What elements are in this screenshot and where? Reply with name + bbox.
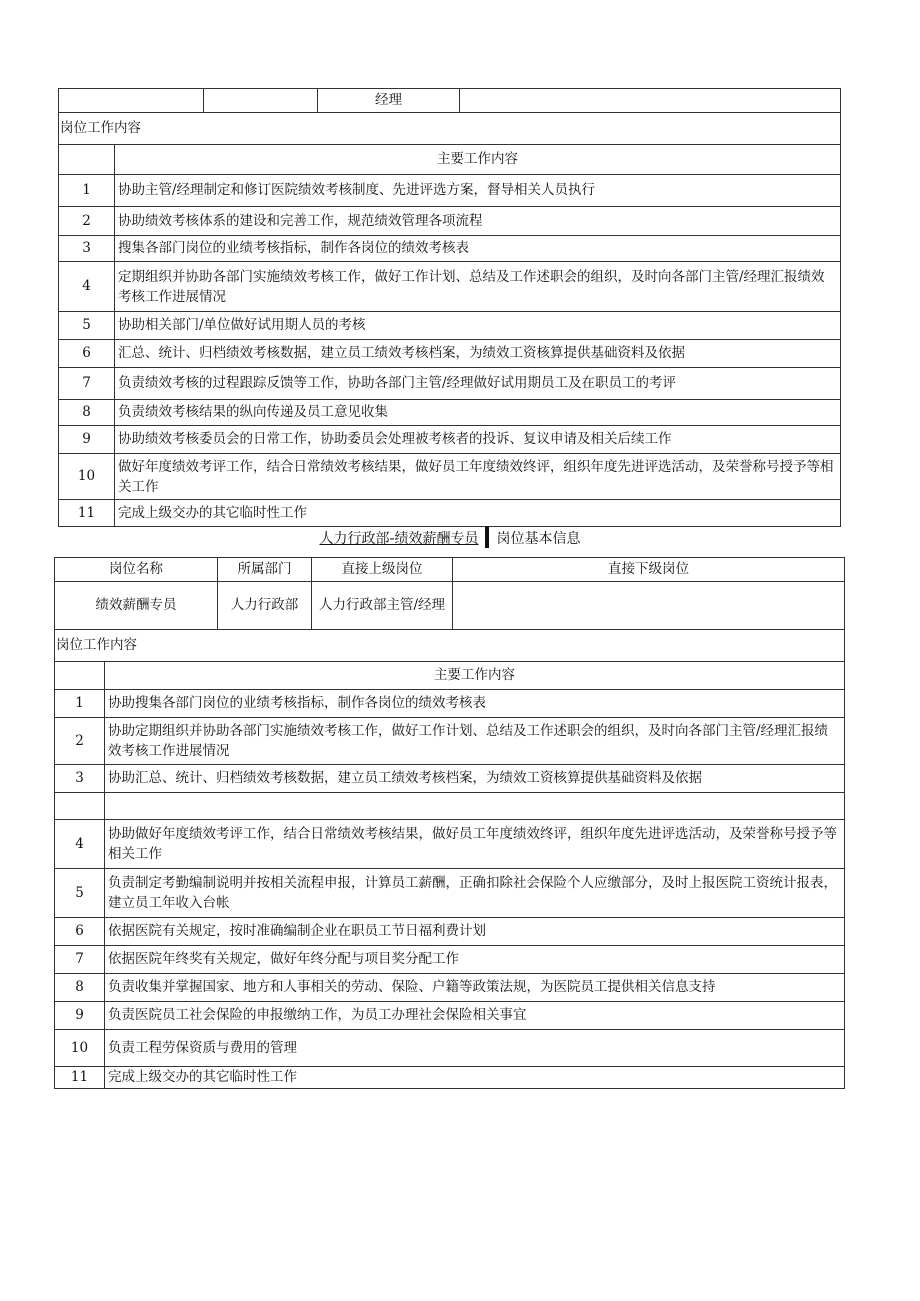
title-bar-icon (485, 526, 489, 548)
empty-cell (105, 793, 845, 820)
dept-position-title: 人力行政部-绩效薪酬专员 (319, 531, 479, 547)
row-number: 9 (59, 426, 115, 454)
job-duties-table-top (58, 88, 841, 527)
duty-text: 汇总、统计、归档绩效考核数据，建立员工绩效考核档案，为绩效工资核算提供基础资料及依据 (115, 340, 841, 368)
table-row (59, 236, 841, 262)
row-number: 8 (59, 400, 115, 426)
info-header-dept: 所属部门 (218, 558, 312, 582)
duty-text: 定期组织并协助各部门实施绩效考核工作，做好工作计划、总结及工作述职会的组织，及时向各部门主管/经理汇报绩效考核工作进展情况 (115, 262, 841, 312)
duty-text: 完成上级交办的其它临时性工作 (105, 1067, 845, 1089)
info-value-position: 绩效薪酬专员 (55, 582, 218, 630)
cell-empty-2 (204, 89, 318, 113)
row-number: 8 (55, 974, 105, 1002)
empty-cell (55, 793, 105, 820)
num-header-empty (55, 662, 105, 690)
row-number: 6 (55, 918, 105, 946)
duty-text: 负责制定考勤编制说明并按相关流程申报，计算员工薪酬，正确扣除社会保险个人应缴部分，及时上报医院工资统计报表，建立员工年收入台帐 (105, 869, 845, 918)
duty-text: 负责收集并掌握国家、地方和人事相关的劳动、保险、户籍等政策法规，为医院员工提供相关信息支持 (105, 974, 845, 1002)
duty-text: 完成上级交办的其它临时性工作 (115, 500, 841, 527)
main-header: 主要工作内容 (115, 145, 841, 175)
info-header-subordinate: 直接下级岗位 (453, 558, 845, 582)
duty-text: 负责绩效考核的过程跟踪反馈等工作，协助各部门主管/经理做好试用期员工及在职员工的考评 (115, 368, 841, 400)
duty-text: 协助定期组织并协助各部门实施绩效考核工作，做好工作计划、总结及工作述职会的组织，及时向各部门主管/经理汇报绩效考核工作进展情况 (105, 718, 845, 765)
section-label-row (59, 113, 841, 145)
main-header: 主要工作内容 (105, 662, 845, 690)
table-row (55, 718, 845, 765)
table-row (55, 1030, 845, 1067)
main-header-row (55, 662, 845, 690)
main-header-row (59, 145, 841, 175)
duty-text: 协助绩效考核体系的建设和完善工作，规范绩效管理各项流程 (115, 207, 841, 236)
cell-empty-1 (59, 89, 204, 113)
table-row (59, 400, 841, 426)
table-row (59, 340, 841, 368)
row-number: 4 (55, 820, 105, 869)
duty-text: 搜集各部门岗位的业绩考核指标，制作各岗位的绩效考核表 (115, 236, 841, 262)
duty-text: 依据医院有关规定，按时准确编制企业在职员工节日福利费计划 (105, 918, 845, 946)
table-row (59, 312, 841, 340)
info-value-row (55, 582, 845, 630)
row-number: 2 (59, 207, 115, 236)
info-value-superior: 人力行政部主管/经理 (312, 582, 453, 630)
row-number: 7 (55, 946, 105, 974)
table-row (59, 175, 841, 207)
row-number: 2 (55, 718, 105, 765)
section-label: 岗位工作内容 (59, 113, 841, 145)
table-row (55, 1067, 845, 1089)
job-info-table-bottom (54, 557, 845, 1089)
row-number: 11 (55, 1067, 105, 1089)
table-row (55, 869, 845, 918)
table-row (59, 500, 841, 527)
info-value-dept: 人力行政部 (218, 582, 312, 630)
basic-info-label: 岗位基本信息 (496, 531, 581, 547)
info-header-superior: 直接上级岗位 (312, 558, 453, 582)
table-row (55, 918, 845, 946)
table-row (55, 946, 845, 974)
duty-text: 负责绩效考核结果的纵向传递及员工意见收集 (115, 400, 841, 426)
row-number: 10 (59, 454, 115, 500)
row-number: 4 (59, 262, 115, 312)
section-title (0, 526, 900, 552)
row-number: 1 (55, 690, 105, 718)
row-number: 5 (59, 312, 115, 340)
duty-text: 负责工程劳保资质与费用的管理 (105, 1030, 845, 1067)
row-number: 1 (59, 175, 115, 207)
table-row (55, 1002, 845, 1030)
row-number: 5 (55, 869, 105, 918)
section-label-row (55, 630, 845, 662)
section-label: 岗位工作内容 (55, 630, 845, 662)
row-number: 3 (55, 765, 105, 793)
table-row (55, 765, 845, 793)
duty-text: 协助主管/经理制定和修订医院绩效考核制度、先进评选方案，督导相关人员执行 (115, 175, 841, 207)
duty-text: 协助做好年度绩效考评工作，结合日常绩效考核结果，做好员工年度绩效终评，组织年度先进评选活动，及荣誉称号授予等相关工作 (105, 820, 845, 869)
row-number: 10 (55, 1030, 105, 1067)
row-number: 6 (59, 340, 115, 368)
row-number: 7 (59, 368, 115, 400)
table-row (59, 454, 841, 500)
duty-text: 协助搜集各部门岗位的业绩考核指标，制作各岗位的绩效考核表 (105, 690, 845, 718)
table-row (55, 690, 845, 718)
row-number: 3 (59, 236, 115, 262)
empty-row (55, 793, 845, 820)
cell-manager: 经理 (318, 89, 460, 113)
table-row (59, 426, 841, 454)
row-number: 9 (55, 1002, 105, 1030)
info-header-row (55, 558, 845, 582)
duty-text: 协助相关部门/单位做好试用期人员的考核 (115, 312, 841, 340)
header-remnant-row (59, 89, 841, 113)
duty-text: 做好年度绩效考评工作，结合日常绩效考核结果，做好员工年度绩效终评，组织年度先进评选活动，及荣誉称号授予等相关工作 (115, 454, 841, 500)
duty-text: 负责医院员工社会保险的申报缴纳工作，为员工办理社会保险相关事宜 (105, 1002, 845, 1030)
row-number: 11 (59, 500, 115, 527)
duty-text: 协助汇总、统计、归档绩效考核数据，建立员工绩效考核档案，为绩效工资核算提供基础资料及依据 (105, 765, 845, 793)
info-value-subordinate (453, 582, 845, 630)
table-row (59, 262, 841, 312)
duty-text: 依据医院年终奖有关规定，做好年终分配与项目奖分配工作 (105, 946, 845, 974)
duty-text: 协助绩效考核委员会的日常工作，协助委员会处理被考核者的投诉、复议申请及相关后续工作 (115, 426, 841, 454)
table-row (59, 207, 841, 236)
num-header-empty (59, 145, 115, 175)
table-row (55, 974, 845, 1002)
table-row (55, 820, 845, 869)
table-row (59, 368, 841, 400)
cell-empty-3 (460, 89, 841, 113)
info-header-position: 岗位名称 (55, 558, 218, 582)
